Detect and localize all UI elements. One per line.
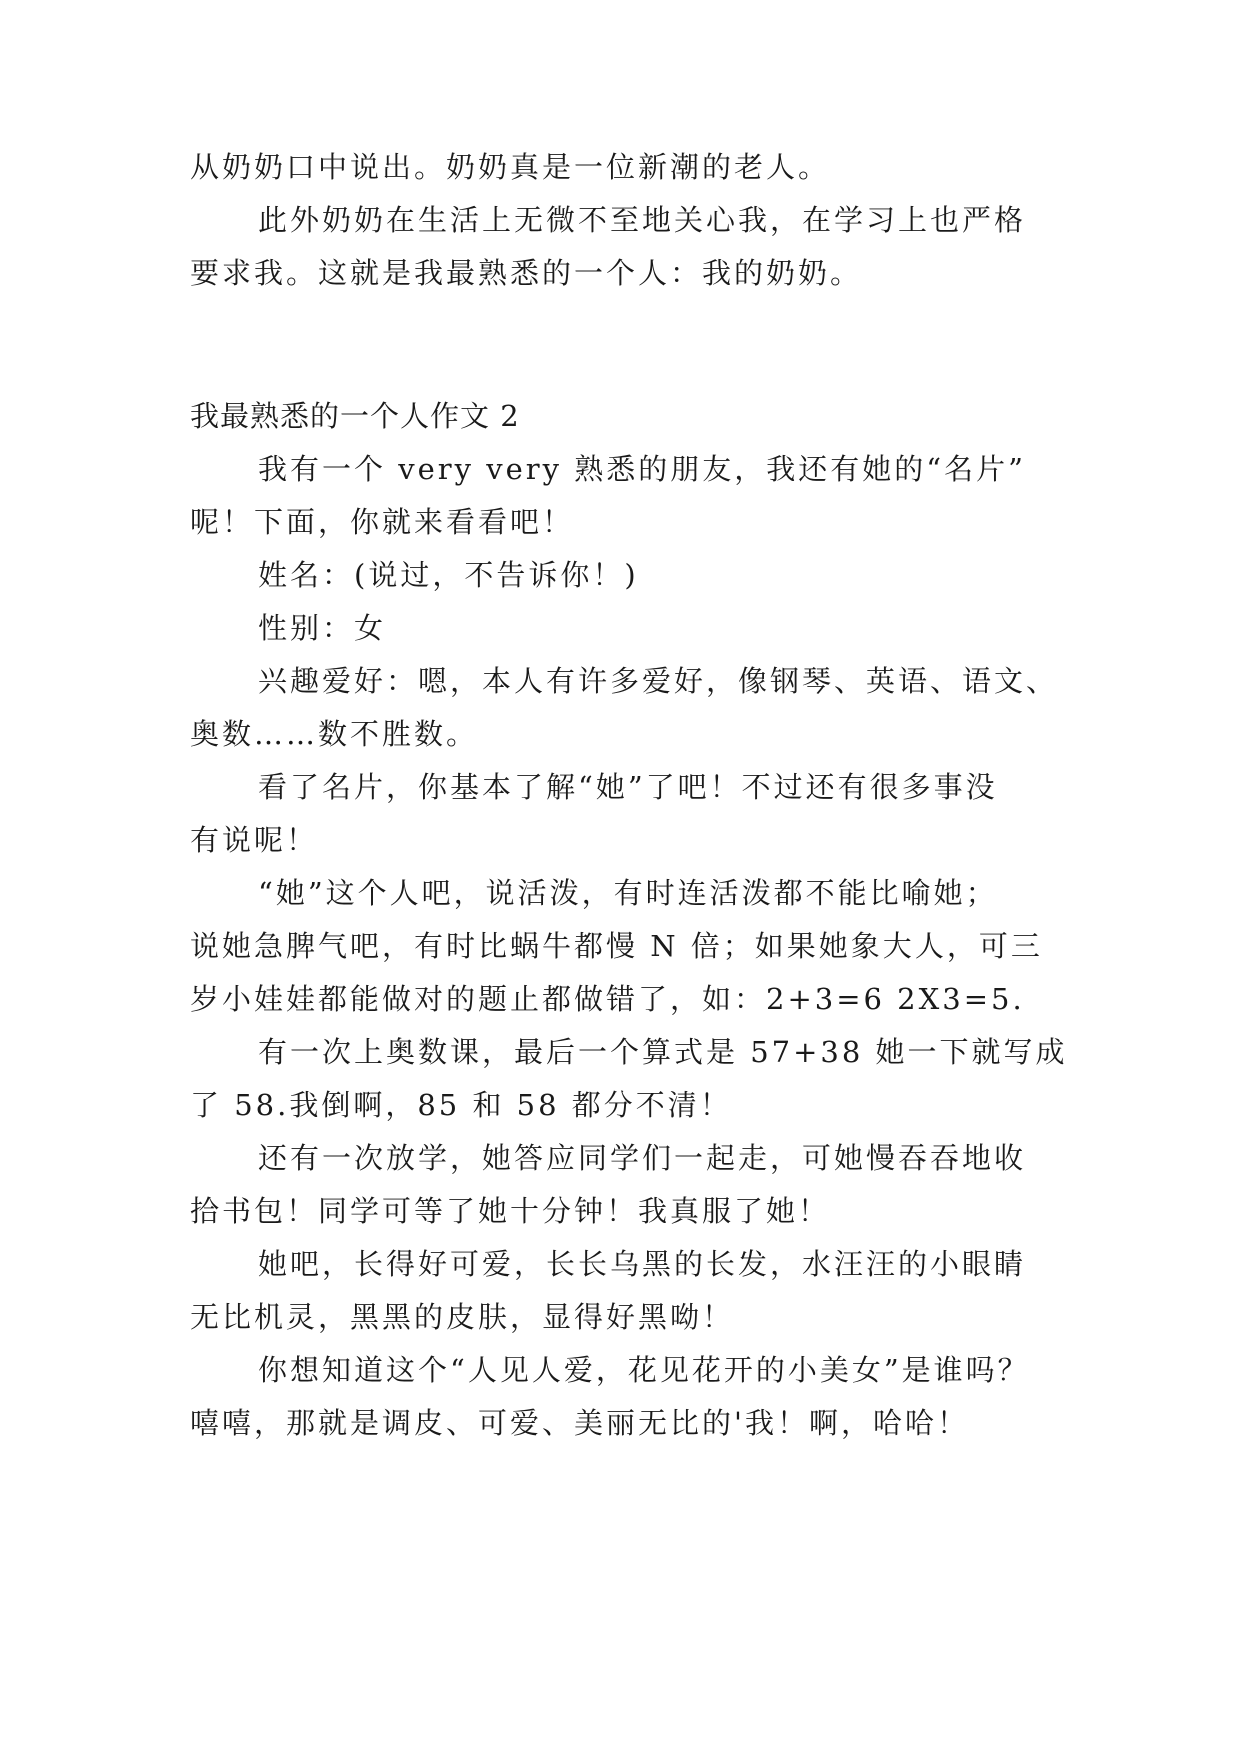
- paragraph-line: 拾书包！同学可等了她十分钟！我真服了她！: [190, 1194, 831, 1228]
- paragraph-line: 岁小娃娃都能做对的题止都做错了，如：2+3=6 2X3=5.: [190, 982, 1025, 1016]
- paragraph-line: “她”这个人吧，说活泼，有时连活泼都不能比喻她；: [258, 876, 998, 910]
- paragraph-line: 有说呢！: [190, 823, 319, 857]
- paragraph-line: 我有一个 very very 熟悉的朋友，我还有她的“名片”: [258, 452, 1026, 486]
- paragraph-line: 嘻嘻，那就是调皮、可爱、美丽无比的'我！啊，哈哈！: [190, 1406, 969, 1440]
- paragraph-line: 姓名：(说过，不告诉你！): [258, 558, 639, 592]
- essay-title: 我最熟悉的一个人作文 2: [190, 399, 520, 433]
- paragraph-line: 她吧，长得好可爱，长长乌黑的长发，水汪汪的小眼睛: [258, 1247, 1027, 1281]
- paragraph-line: 无比机灵，黑黑的皮肤，显得好黑呦！: [190, 1300, 735, 1334]
- paragraph-line: 性别：女: [258, 611, 387, 645]
- paragraph-line: 看了名片，你基本了解“她”了吧！不过还有很多事没: [258, 770, 998, 804]
- paragraph-line: 呢！下面，你就来看看吧！: [190, 505, 575, 539]
- paragraph-line: 从奶奶口中说出。奶奶真是一位新潮的老人。: [190, 150, 831, 184]
- paragraph-line: 奥数……数不胜数。: [190, 717, 479, 751]
- paragraph-line: 要求我。这就是我最熟悉的一个人：我的奶奶。: [190, 256, 863, 290]
- paragraph-line: 兴趣爱好：嗯，本人有许多爱好，像钢琴、英语、语文、: [258, 664, 1059, 698]
- paragraph-line: 此外奶奶在生活上无微不至地关心我，在学习上也严格: [258, 203, 1027, 237]
- paragraph-line: 你想知道这个“人见人爱，花见花开的小美女”是谁吗？: [258, 1353, 1030, 1387]
- paragraph-line: 了 58.我倒啊，85 和 58 都分不清！: [190, 1088, 732, 1122]
- paragraph-line: 说她急脾气吧，有时比蜗牛都慢 N 倍；如果她象大人，可三: [190, 929, 1043, 963]
- paragraph-line: 还有一次放学，她答应同学们一起走，可她慢吞吞地收: [258, 1141, 1027, 1175]
- paragraph-line: 有一次上奥数课，最后一个算式是 57+38 她一下就写成: [258, 1035, 1068, 1069]
